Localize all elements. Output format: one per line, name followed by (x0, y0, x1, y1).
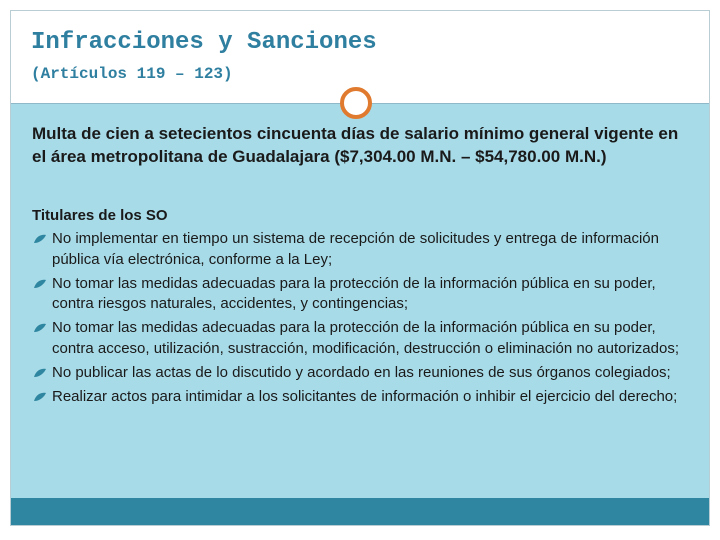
list-item (32, 387, 700, 408)
list-item-text: No publicar las actas de lo discutido y acordado en las reuniones de sus órganos colegiados; (52, 363, 671, 381)
leaf-bullet-icon (33, 368, 47, 378)
slide-subtitle: (Artículos 119 – 123) (31, 65, 233, 83)
list-item-text: No tomar las medidas adecuadas para la protección de la información pública en su poder, contra riesgos naturales, accidentes, y contingencias; (52, 274, 656, 313)
list-item-text: No implementar en tiempo un sistema de recepción de solicitudes y entrega de información pública vía electrónica, conforme a la Ley; (52, 230, 659, 268)
slide (10, 10, 710, 526)
list-heading: Titulares de los SO (32, 207, 168, 224)
list-item-text: No tomar las medidas adecuadas para la protección de la información pública en su poder, contra acceso, utilización, sustracción, modificación, destrucción o eliminación no autorizados; (52, 319, 679, 357)
leaf-bullet-icon (33, 234, 47, 244)
slide-title: Infracciones y Sanciones (31, 29, 377, 56)
infractions-list (32, 229, 700, 410)
list-item (32, 363, 700, 384)
decorative-circle-icon (340, 87, 372, 119)
list-item (32, 229, 700, 271)
leaf-bullet-icon (33, 323, 47, 333)
list-item-text: Realizar actos para intimidar a los solicitantes de información o inhibir el ejercicio del derecho; (52, 387, 678, 405)
list-item (32, 274, 700, 316)
list-item (32, 318, 700, 360)
penalty-text: Multa de cien a setecientos cincuenta días de salario mínimo general vigente en el área metropolitana de Guadalajara ($7,304.00 M.N. – $54,780.00 M.N.) (32, 124, 679, 166)
leaf-bullet-icon (33, 279, 47, 289)
footer-bar (11, 498, 709, 525)
leaf-bullet-icon (33, 392, 47, 402)
